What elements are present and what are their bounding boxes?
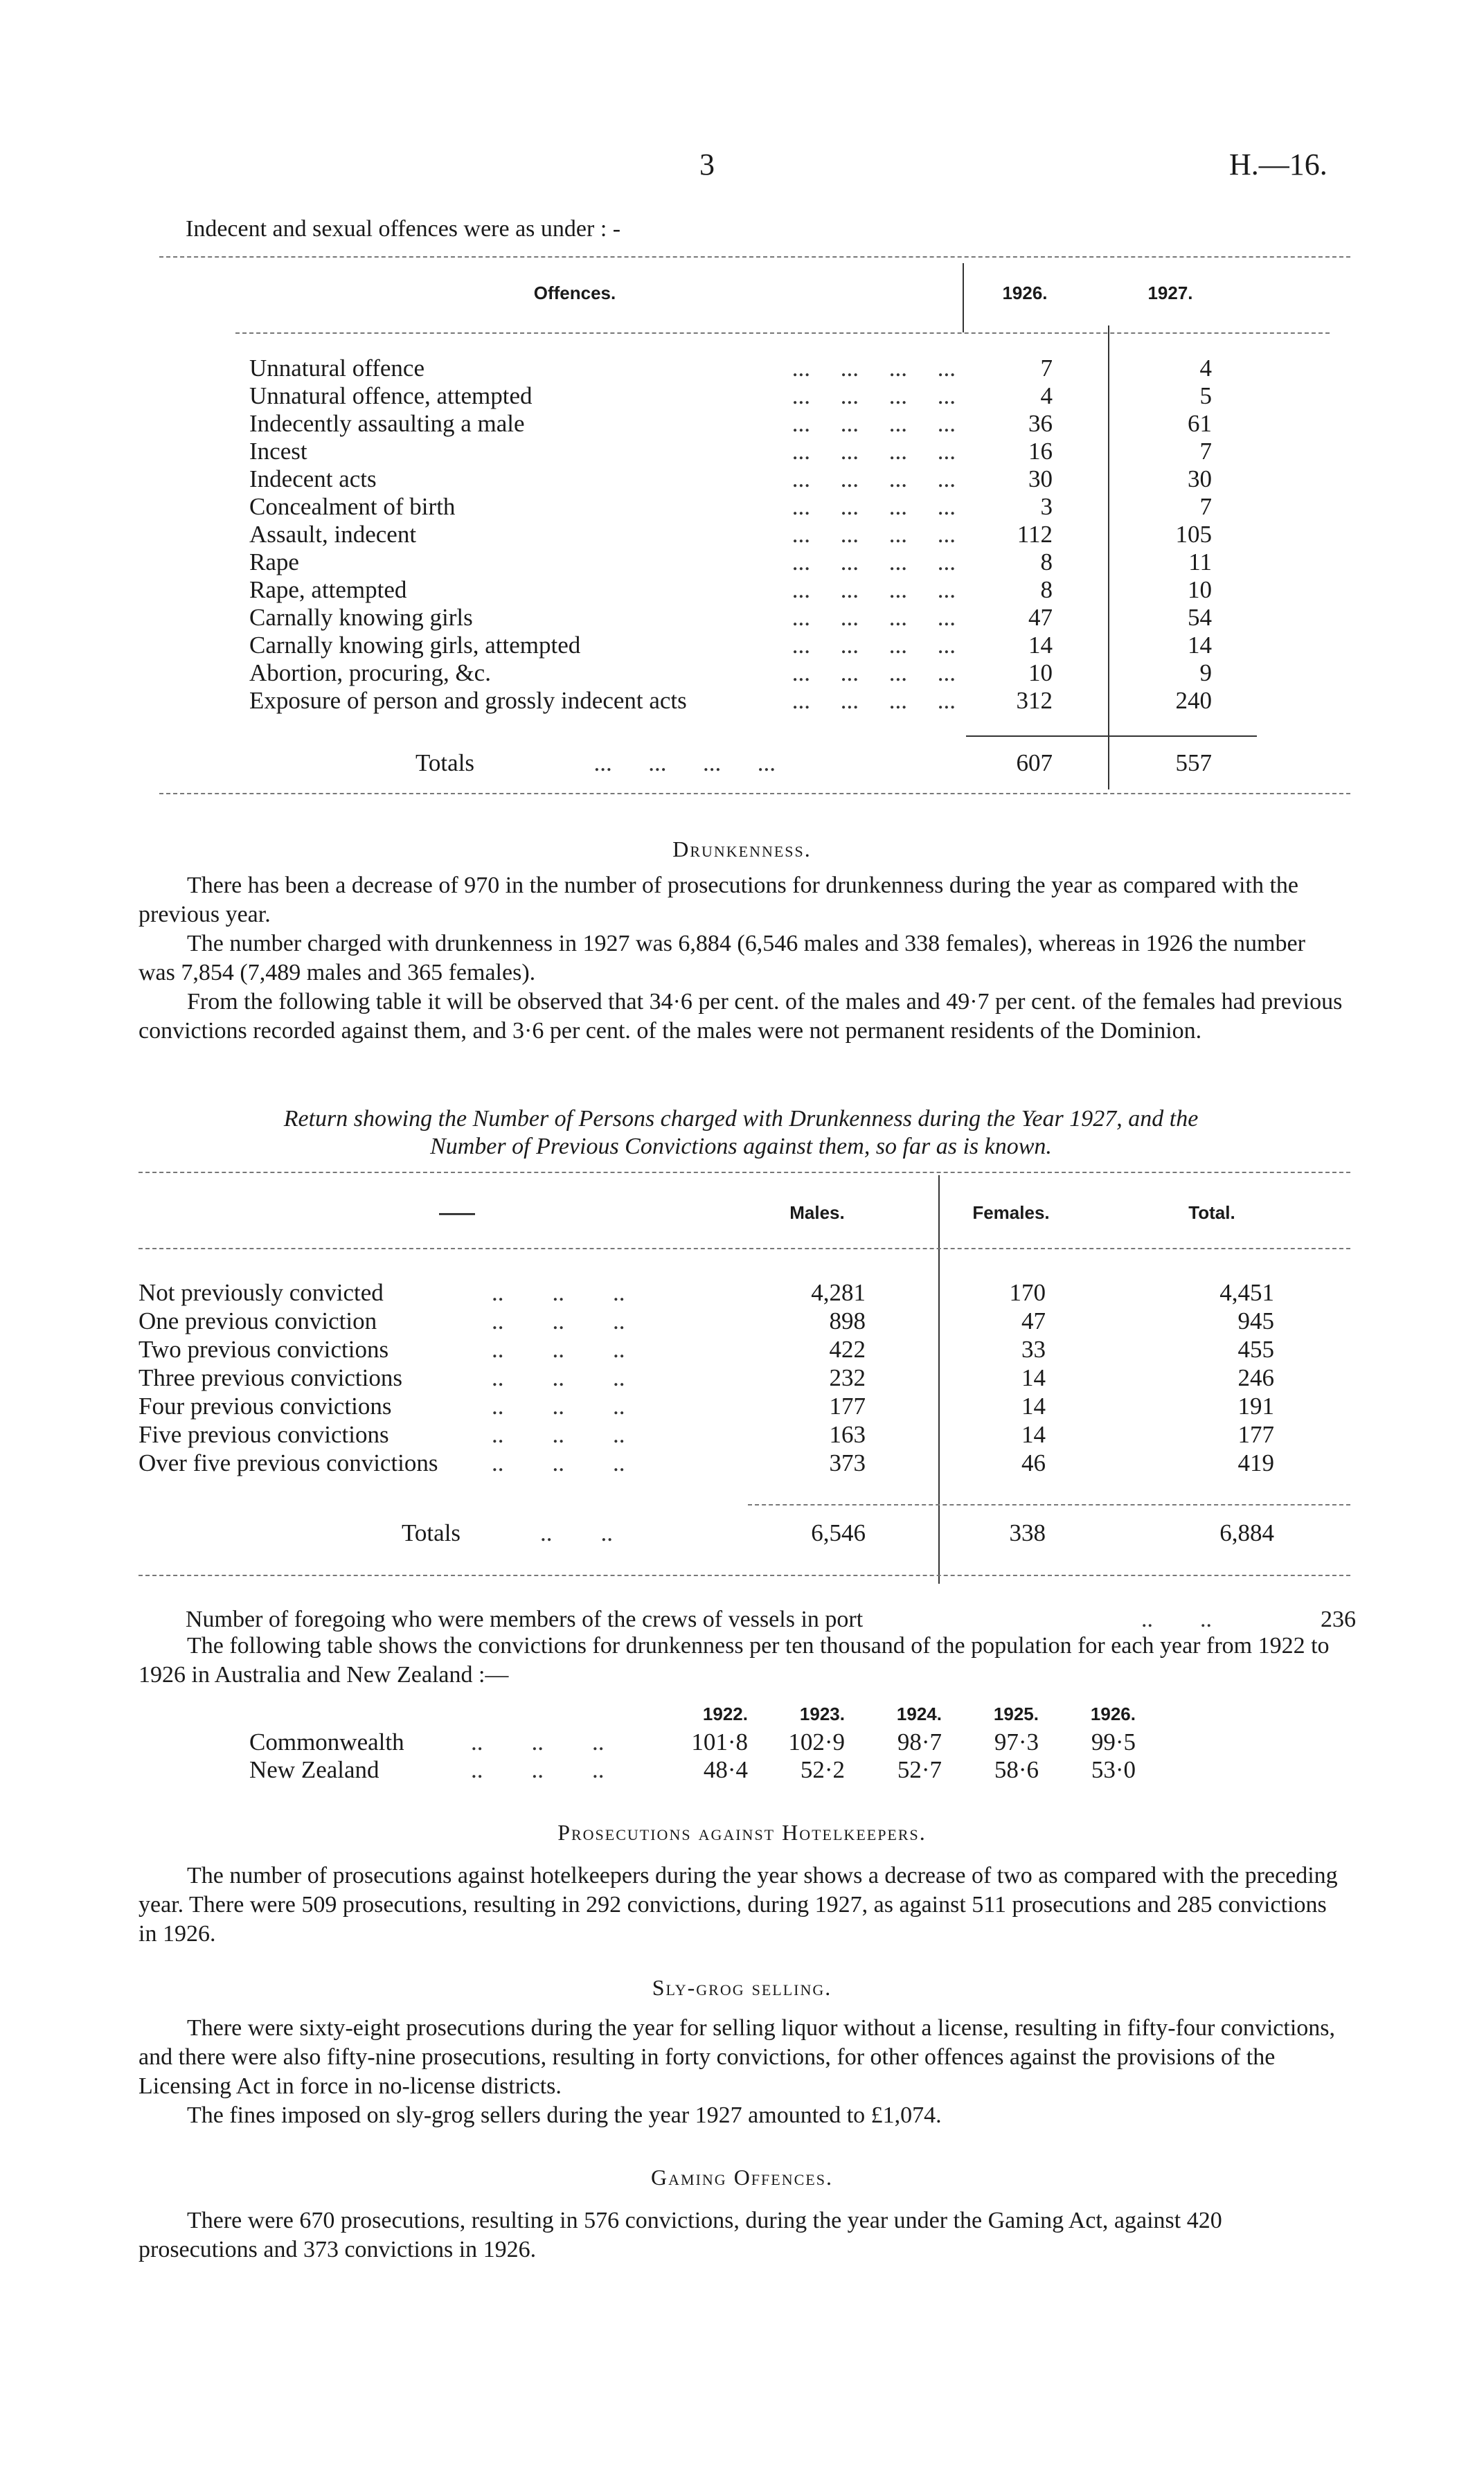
population-value: 53·0 [1091,1756,1136,1783]
conviction-row [138,1364,1350,1393]
col-1927-header: 1927. [1147,283,1193,303]
leader-dots: ... ... ... ... [792,576,956,603]
conviction-total-value: 4,451 [1219,1279,1274,1306]
leader-dots: .. .. .. [492,1449,625,1476]
population-value: 52·7 [897,1756,942,1783]
convictions-table-title-line-1: Return showing the Number of Persons charged with Drunkenness during the Year 1927, and the [283,1106,1199,1132]
conviction-females-value: 14 [1021,1393,1046,1420]
offence-1927-value: 240 [1175,687,1212,714]
conviction-label: Over five previous convictions [138,1449,438,1476]
offences-totals-row: Totals ... ... ... ... [415,749,776,776]
conviction-females-value: 46 [1021,1449,1046,1476]
offence-row [159,493,1350,521]
leader-dots: ... ... ... ... [792,410,956,437]
population-year-header: 1924. [896,1704,942,1724]
offence-label: Indecent acts [249,465,377,492]
offence-1926-value: 8 [1040,576,1053,603]
leader-dots: ... ... ... ... [792,465,956,492]
offence-1927-value: 7 [1199,438,1212,465]
drunkenness-p3-text: From the following table it will be observed that 34·6 per cent. of the males and 49·7 per cent. of the females had previous convictions recorded against them, and 3·6 per cent. of the males were not permanent residents of the Dominion. [138,989,1343,1044]
offence-1926-value: 8 [1040,548,1053,575]
leader-dots: ... ... ... ... [792,382,956,409]
gaming-p1-text: There were 670 prosecutions, resulting in 576 convictions, during the year under the Gaming Act, against 420 prosecutions and 373 convictions in 1926. [138,2208,1222,2262]
conviction-label: Not previously convicted [138,1279,384,1306]
offence-1926-value: 47 [1028,604,1053,631]
offence-1927-value: 9 [1199,659,1212,686]
offence-label: Carnally knowing girls [249,604,473,631]
leader-dots: ... ... ... ... [792,355,956,382]
population-row [249,1728,1330,1756]
leader-dots: ... ... ... ... [792,632,956,659]
convictions-totals-row: Totals .. .. [402,1519,613,1546]
leader-dots: .. .. .. [492,1279,625,1306]
leader-dots: ... ... ... ... [792,604,956,631]
conviction-row [138,1393,1350,1421]
conviction-males-value: 177 [829,1393,866,1420]
offence-1926-value: 3 [1040,493,1053,520]
conviction-row [138,1336,1350,1364]
population-value: 58·6 [994,1756,1039,1783]
leader-dots: ... ... ... ... [792,687,956,714]
population-year-header: 1925. [993,1704,1039,1724]
conviction-males-value: 4,281 [811,1279,866,1306]
offences-totals-label: Totals [415,749,475,776]
convictions-blank-header: —— [439,1202,475,1223]
convictions-table-title-line-2: Number of Previous Convictions against them, so far as is known. [430,1134,1052,1159]
leader-dots: .. .. .. [492,1393,625,1420]
conviction-females-value: 47 [1021,1307,1046,1334]
drunkenness-p1-text: There has been a decrease of 970 in the number of prosecutions for drunkenness during the year as compared with the previous year. [138,873,1298,927]
offence-1927-value: 10 [1188,576,1212,603]
offences-col-header: Offences. [533,283,616,303]
leader-dots: .. .. .. [492,1307,625,1334]
conviction-males-value: 422 [829,1336,866,1363]
offence-1927-value: 61 [1188,410,1212,437]
drunkenness-p2-text: The number charged with drunkenness in 1927 was 6,884 (6,546 males and 338 females), whereas in 1926 the number was 7,854 (7,489 males and 365 females). [138,931,1305,985]
crews-line: Number of foregoing who were members of the crews of vessels in port .. .. 236 [186,1605,1356,1634]
population-value: 52·2 [800,1756,845,1783]
offence-label: Incest [249,438,307,465]
slygrog-heading: Sly-grog selling. [652,1975,832,2000]
hotelkeepers-heading: Prosecutions against Hotelkeepers. [557,1820,927,1845]
convictions-total-all: 6,884 [1219,1519,1274,1546]
offence-label: Rape, attempted [249,576,407,603]
population-intro-text: The following table shows the convictions for drunkenness per ten thousand of the population for each year from 1922 to 1926 in Australia and New Zealand :— [138,1633,1330,1688]
offences-total-1927: 557 [1175,749,1212,776]
population-value: 101·8 [691,1728,748,1755]
conviction-label: Two previous convictions [138,1336,389,1363]
offence-1926-value: 36 [1028,410,1053,437]
convictions-total-males: 6,546 [811,1519,866,1546]
hotelkeepers-paragraph [138,1861,1343,1949]
hotelkeepers-p1-text: The number of prosecutions against hotelkeepers during the year shows a decrease of two as compared with the preceding year. There were 509 prosecutions, resulting in 292 convictions, during 1927, as against 511 prosecutions and 285 convictions in 1926. [138,1863,1338,1947]
leader-dots: .. .. .. [492,1421,625,1448]
population-value: 98·7 [897,1728,942,1755]
population-value: 102·9 [788,1728,845,1755]
offence-label: Exposure of person and grossly indecent acts [249,687,687,714]
offence-row [159,410,1350,438]
gaming-heading: Gaming Offences. [651,2165,833,2190]
population-table [249,1704,1330,1794]
conviction-males-value: 232 [829,1364,866,1391]
slygrog-p2-text: The fines imposed on sly-grog sellers during the year 1927 amounted to £1,074. [187,2102,942,2128]
slygrog-paragraph-1 [138,2014,1343,2101]
conviction-row [138,1421,1350,1449]
conviction-females-value: 14 [1021,1364,1046,1391]
col-1926-header: 1926. [1002,283,1048,303]
offence-1927-value: 4 [1199,355,1212,382]
leader-dots: .. .. .. [471,1728,605,1755]
males-col-header: Males. [789,1202,845,1223]
leader-dots: ... ... ... ... [792,438,956,465]
offence-row [159,576,1350,604]
offences-table [159,256,1350,796]
conviction-males-value: 898 [829,1307,866,1334]
leader-dots: ... ... ... ... [792,659,956,686]
population-country: Commonwealth [249,1728,404,1755]
conviction-row [138,1307,1350,1336]
offence-1926-value: 4 [1040,382,1053,409]
population-row [249,1756,1330,1784]
conviction-label: Three previous convictions [138,1364,403,1391]
conviction-total-value: 419 [1237,1449,1274,1476]
offence-row [159,438,1350,465]
leader-dots: .. .. .. [471,1756,605,1783]
offence-1926-value: 16 [1028,438,1053,465]
offence-row [159,465,1350,493]
conviction-row [138,1279,1350,1307]
offence-1926-value: 14 [1028,632,1053,659]
offence-row [159,687,1350,715]
population-value: 48·4 [703,1756,748,1783]
convictions-totals-label: Totals [402,1519,461,1546]
offences-total-1926: 607 [1016,749,1053,776]
offence-1926-value: 7 [1040,355,1053,382]
conviction-total-value: 177 [1237,1421,1274,1448]
conviction-females-value: 14 [1021,1421,1046,1448]
offence-label: Concealment of birth [249,493,456,520]
leader-dots: ... ... ... ... [792,493,956,520]
offence-1927-value: 105 [1175,521,1212,548]
offence-row [159,548,1350,576]
leader-dots: .. .. .. [492,1364,625,1391]
leader-dots: .. .. .. [492,1336,625,1363]
offence-label: Indecently assaulting a male [249,410,525,437]
conviction-total-value: 945 [1237,1307,1274,1334]
offence-row [159,521,1350,548]
drunkenness-paragraph-2 [138,929,1343,988]
drunkenness-heading: Drunkenness. [672,837,812,861]
conviction-females-value: 33 [1021,1336,1046,1363]
offence-1927-value: 11 [1188,548,1212,575]
offence-1927-value: 54 [1188,604,1212,631]
drunkenness-paragraph-1 [138,871,1343,929]
convictions-total-females: 338 [1009,1519,1046,1546]
offence-row [159,632,1350,659]
offence-row [159,382,1350,410]
population-intro [138,1632,1343,1690]
drunkenness-paragraph-3 [138,988,1343,1046]
crews-text: Number of foregoing who were members of the crews of vessels in port [186,1607,864,1632]
population-value: 97·3 [994,1728,1039,1755]
offence-label: Unnatural offence [249,355,424,382]
conviction-label: One previous conviction [138,1307,377,1334]
offence-1926-value: 10 [1028,659,1053,686]
population-year-header: 1926. [1090,1704,1136,1724]
document-reference: H.—16. [1229,148,1327,181]
population-year-header: 1923. [799,1704,845,1724]
population-year-header: 1922. [702,1704,748,1724]
conviction-row [138,1449,1350,1478]
conviction-males-value: 163 [829,1421,866,1448]
leader-dots: ... ... ... ... [792,521,956,548]
offence-label: Assault, indecent [249,521,417,548]
conviction-males-value: 373 [829,1449,866,1476]
convictions-table [138,1172,1350,1587]
offence-1927-value: 14 [1188,632,1212,659]
conviction-label: Four previous convictions [138,1393,392,1420]
slygrog-p1-text: There were sixty-eight prosecutions during the year for selling liquor without a license, resulting in fifty-four convictions, and there were also fifty-nine prosecutions, resulting in forty convictions, for other offences against the provisions of the Licensing Act in force in no-license districts. [138,2015,1336,2099]
females-col-header: Females. [972,1202,1050,1223]
conviction-total-value: 191 [1237,1393,1274,1420]
crews-value: 236 [1321,1607,1356,1632]
offence-1926-value: 112 [1017,521,1053,548]
offence-row [159,659,1350,687]
intro-text: Indecent and sexual offences were as under : - [186,216,621,242]
conviction-total-value: 455 [1237,1336,1274,1363]
conviction-total-value: 246 [1237,1364,1274,1391]
population-value: 99·5 [1091,1728,1136,1755]
slygrog-paragraph-2 [138,2101,1343,2130]
offence-1927-value: 5 [1199,382,1212,409]
offence-1927-value: 30 [1188,465,1212,492]
offence-label: Rape [249,548,299,575]
conviction-females-value: 170 [1009,1279,1046,1306]
offence-1926-value: 30 [1028,465,1053,492]
offence-label: Abortion, procuring, &c. [249,659,491,686]
offence-label: Carnally knowing girls, attempted [249,632,581,659]
offence-row [159,604,1350,632]
offence-label: Unnatural offence, attempted [249,382,533,409]
offence-row [159,355,1350,382]
offence-1927-value: 7 [1199,493,1212,520]
offence-1926-value: 312 [1016,687,1053,714]
gaming-paragraph [138,2206,1343,2264]
page-number: 3 [699,148,715,181]
conviction-label: Five previous convictions [138,1421,389,1448]
leader-dots: ... ... ... ... [792,548,956,575]
total-col-header: Total. [1188,1202,1235,1223]
population-country: New Zealand [249,1756,379,1783]
